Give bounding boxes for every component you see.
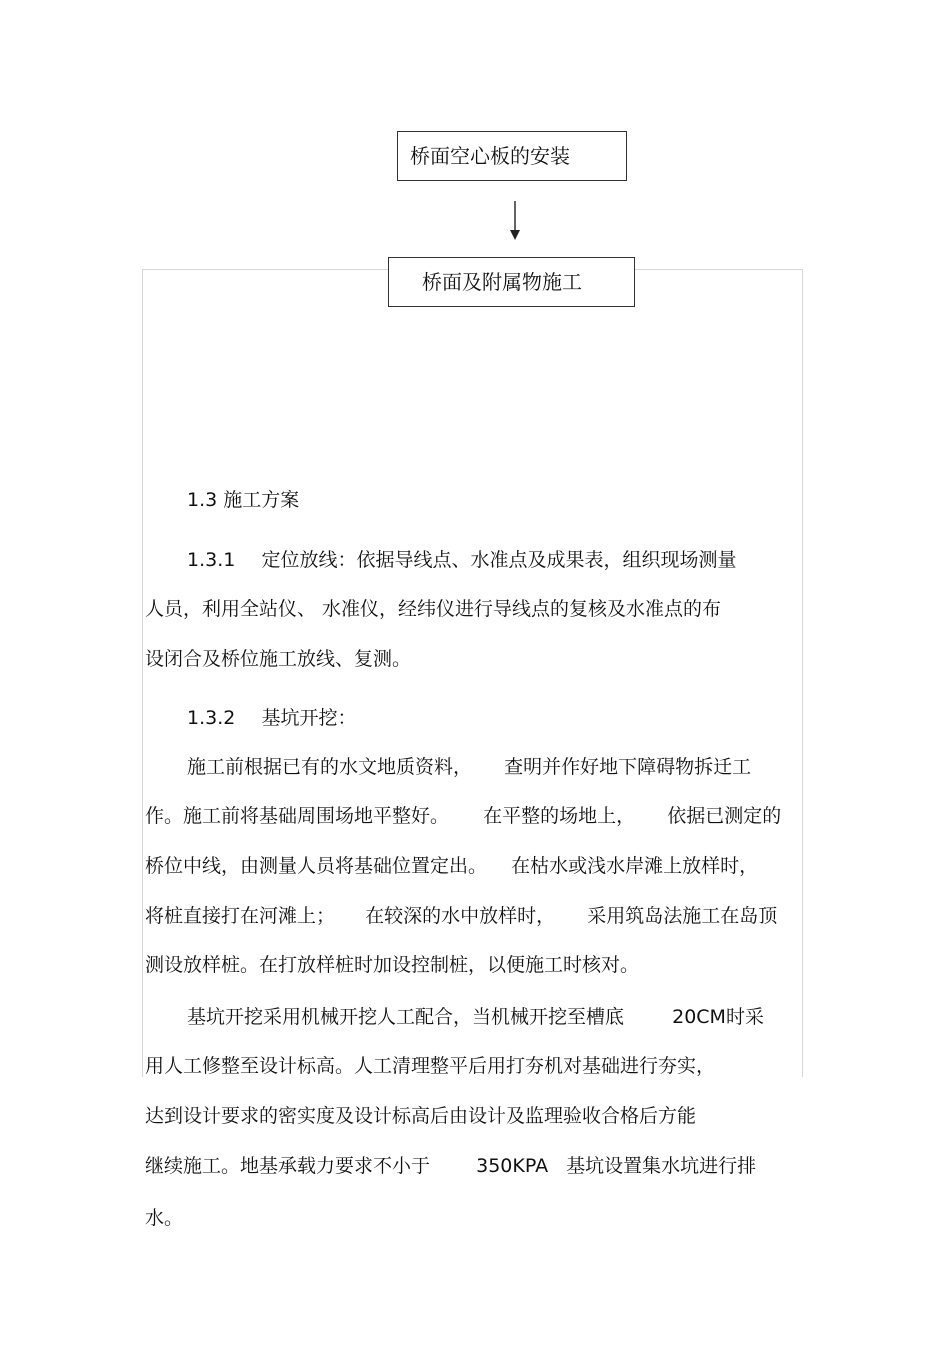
paragraph-3-line-2: 作。施工前将基础周围场地平整好。 在平整的场地上， 依据已测定的 (145, 805, 782, 827)
flowchart-box-label: 桥面空心板的安装 (410, 144, 570, 168)
paragraph-4-line-5: 水。 (145, 1207, 184, 1229)
paragraph-3-line-1: 施工前根据已有的水文地质资料， 查明并作好地下障碍物拆迁工 (187, 756, 752, 778)
paragraph-1-line-3: 设闭合及桥位施工放线、复测。 (145, 648, 412, 670)
paragraph-4-line-2: 用人工修整至设计标高。人工清理整平后用打夯机对基础进行夯实， (145, 1055, 716, 1077)
paragraph-number: 1.3.2 (187, 707, 236, 729)
flowchart-down-arrow-icon (505, 201, 525, 241)
paragraph-2-heading: 1.3.2 基坑开挖： (187, 707, 357, 729)
flowchart-box-deck-works (388, 257, 635, 307)
paragraph-4-line-3: 达到设计要求的密实度及设计标高后由设计及监理验收合格后方能 (145, 1105, 697, 1127)
paragraph-1-line-2: 人员，利用全站仪、 水准仪，经纬仪进行导线点的复核及水准点的布 (145, 598, 722, 620)
paragraph-number: 1.3.1 (187, 549, 236, 571)
paragraph-1-line-1: 1.3.1 定位放线：依据导线点、水准点及成果表，组织现场测量 (187, 549, 737, 571)
paragraph-3-line-5: 测设放样桩。在打放样桩时加设控制桩，以便施工时核对。 (145, 954, 640, 976)
paragraph-4-line-1: 基坑开挖采用机械开挖人工配合，当机械开挖至槽底 20CM时采 (187, 1006, 764, 1028)
paragraph-3-line-3: 桥位中线，由测量人员将基础位置定出。 在枯水或浅水岸滩上放样时， (145, 855, 759, 877)
paragraph-3-line-4: 将桩直接打在河滩上； 在较深的水中放样时， 采用筑岛法施工在岛顶 (145, 905, 778, 927)
paragraph-4-line-4: 继续施工。地基承载力要求不小于 350KPA 基坑设置集水坑进行排 (145, 1155, 757, 1177)
flowchart-box-label: 桥面及附属物施工 (422, 270, 582, 294)
section-heading: 1.3 施工方案 (187, 489, 300, 511)
flowchart-box-slab-install (397, 131, 627, 181)
